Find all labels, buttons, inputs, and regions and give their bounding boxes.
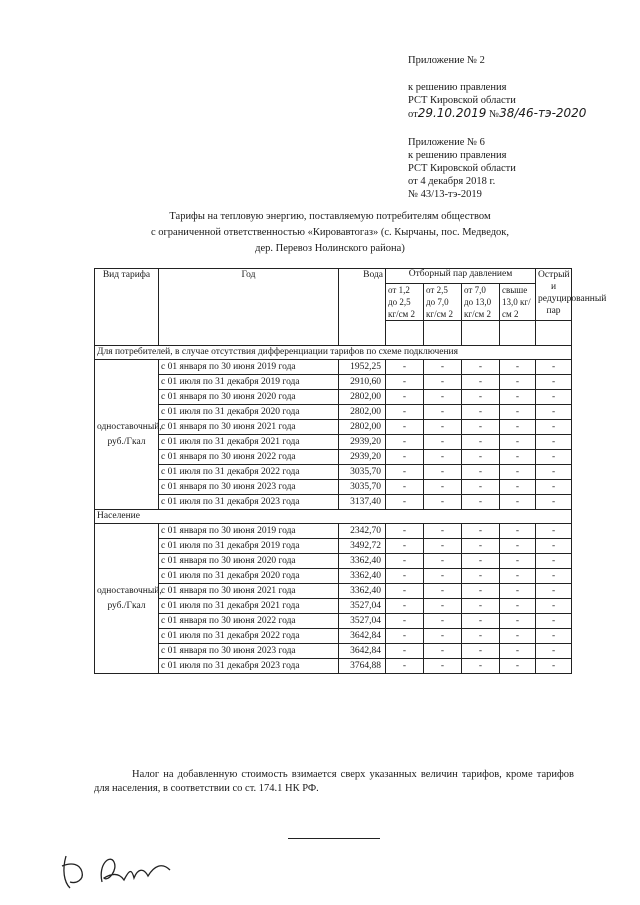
empty-cell: - — [500, 539, 536, 554]
water-price-cell: 2939,20 — [339, 435, 386, 450]
empty-cell: - — [424, 614, 462, 629]
col-header-steam-1: от 1,2 до 2,5 кг/см 2 — [386, 284, 424, 321]
empty-cell: - — [500, 569, 536, 584]
empty-cell: - — [462, 495, 500, 510]
empty-cell: - — [386, 465, 424, 480]
col-header-steam-2: от 2,5 до 7,0 кг/см 2 — [424, 284, 462, 321]
table-row — [95, 480, 572, 495]
empty-cell: - — [500, 524, 536, 539]
water-price-cell: 1952,25 — [339, 360, 386, 375]
empty-cell: - — [500, 659, 536, 674]
empty-cell: - — [386, 375, 424, 390]
section-title: Население — [95, 510, 572, 524]
empty-cell: - — [424, 420, 462, 435]
empty-cell: - — [500, 614, 536, 629]
table-row — [95, 435, 572, 450]
col-header-steam-4: свыше 13,0 кг/см 2 — [500, 284, 536, 321]
col-header-water: Вода — [339, 269, 386, 346]
col-header-year: Год — [159, 269, 339, 346]
water-price-cell: 3527,04 — [339, 614, 386, 629]
empty-cell: - — [424, 584, 462, 599]
empty-cell: - — [500, 360, 536, 375]
empty-cell: - — [462, 599, 500, 614]
water-price-cell: 2910,60 — [339, 375, 386, 390]
table-row — [95, 659, 572, 674]
period-cell: с 01 июля по 31 декабря 2019 года — [159, 539, 339, 554]
empty-cell: - — [424, 450, 462, 465]
empty-cell: - — [424, 405, 462, 420]
empty-cell: - — [386, 554, 424, 569]
empty-cell: - — [500, 554, 536, 569]
empty-cell: - — [386, 360, 424, 375]
table-row — [95, 420, 572, 435]
period-cell: с 01 июля по 31 декабря 2022 года — [159, 629, 339, 644]
empty-cell: - — [386, 539, 424, 554]
empty-cell: - — [500, 644, 536, 659]
empty-cell: - — [536, 495, 572, 510]
empty-cell: - — [500, 420, 536, 435]
appendix-2-label: Приложение № 2 — [408, 55, 485, 66]
table-row — [95, 405, 572, 420]
empty-cell: - — [536, 629, 572, 644]
empty-cell: - — [386, 420, 424, 435]
period-cell: с 01 июля по 31 декабря 2021 года — [159, 599, 339, 614]
decision-date-number: от29.10.2019 №38/46-тэ-2020 — [408, 106, 587, 120]
water-price-cell: 3362,40 — [339, 584, 386, 599]
header-block-1 — [408, 54, 586, 121]
col-header-steam: Отборный пар давлением — [386, 269, 536, 284]
empty-cell: - — [500, 375, 536, 390]
water-price-cell: 2802,00 — [339, 405, 386, 420]
empty-cell: - — [536, 405, 572, 420]
handwritten-date: 29.10.2019 — [417, 106, 487, 120]
water-price-cell: 2939,20 — [339, 450, 386, 465]
empty-cell: - — [386, 524, 424, 539]
empty-cell: - — [500, 480, 536, 495]
empty-cell: - — [424, 659, 462, 674]
empty-cell: - — [500, 584, 536, 599]
table-row — [95, 614, 572, 629]
empty-cell: - — [462, 480, 500, 495]
period-cell: с 01 января по 30 июня 2022 года — [159, 450, 339, 465]
col-header-sharp-steam: Острый и редуцированный пар — [536, 269, 572, 321]
empty-cell: - — [386, 390, 424, 405]
water-price-cell: 3035,70 — [339, 465, 386, 480]
empty-cell: - — [462, 405, 500, 420]
table-row — [95, 584, 572, 599]
empty-cell: - — [386, 659, 424, 674]
empty-cell: - — [424, 644, 462, 659]
period-cell: с 01 июля по 31 декабря 2020 года — [159, 569, 339, 584]
table-row — [95, 450, 572, 465]
empty-cell: - — [462, 420, 500, 435]
empty-cell: - — [462, 644, 500, 659]
section-header-row — [95, 346, 572, 360]
empty-cell: - — [424, 375, 462, 390]
empty-cell: - — [424, 554, 462, 569]
period-cell: с 01 января по 30 июня 2019 года — [159, 524, 339, 539]
empty-cell: - — [462, 584, 500, 599]
water-price-cell: 2342,70 — [339, 524, 386, 539]
vat-footnote: Налог на добавленную стоимость взимается сверх указанных величин тарифов, кроме тарифов для населения, в соответствии со ст. 174.1 НК РФ. — [94, 769, 574, 794]
period-cell: с 01 января по 30 июня 2020 года — [159, 390, 339, 405]
section-title: Для потребителей, в случае отсутствия дифференциации тарифов по схеме подключения — [95, 346, 572, 360]
empty-cell: - — [536, 390, 572, 405]
col-header-steam-3: от 7,0 до 13,0 кг/см 2 — [462, 284, 500, 321]
empty-cell: - — [462, 390, 500, 405]
period-cell: с 01 января по 30 июня 2023 года — [159, 644, 339, 659]
empty-cell: - — [536, 465, 572, 480]
empty-cell: - — [424, 360, 462, 375]
water-price-cell: 2802,00 — [339, 420, 386, 435]
table-row — [95, 644, 572, 659]
table-row — [95, 539, 572, 554]
section-header-row — [95, 510, 572, 524]
empty-cell: - — [536, 480, 572, 495]
appendix-6-label: Приложение № 6 — [408, 137, 485, 148]
empty-cell: - — [424, 629, 462, 644]
period-cell: с 01 января по 30 июня 2022 года — [159, 614, 339, 629]
authority-line: РСТ Кировской области — [408, 163, 516, 174]
empty-cell: - — [536, 599, 572, 614]
empty-cell: - — [386, 629, 424, 644]
empty-cell: - — [500, 465, 536, 480]
water-price-cell: 3362,40 — [339, 569, 386, 584]
empty-cell: - — [462, 569, 500, 584]
empty-cell: - — [424, 390, 462, 405]
period-cell: с 01 июля по 31 декабря 2023 года — [159, 495, 339, 510]
empty-cell: - — [386, 614, 424, 629]
empty-cell: - — [424, 569, 462, 584]
empty-cell: - — [500, 599, 536, 614]
empty-cell: - — [424, 539, 462, 554]
water-price-cell: 3137,40 — [339, 495, 386, 510]
signature-line — [288, 838, 380, 839]
period-cell: с 01 января по 30 июня 2021 года — [159, 584, 339, 599]
table-row — [95, 495, 572, 510]
water-price-cell: 3642,84 — [339, 629, 386, 644]
decision-number: № 43/13-тэ-2019 — [408, 189, 482, 200]
table-row — [95, 524, 572, 539]
empty-cell: - — [462, 360, 500, 375]
empty-cell: - — [500, 495, 536, 510]
empty-cell: - — [462, 539, 500, 554]
empty-cell: - — [536, 584, 572, 599]
empty-cell: - — [386, 584, 424, 599]
table-header — [95, 269, 607, 346]
empty-cell: - — [386, 569, 424, 584]
empty-cell: - — [386, 644, 424, 659]
empty-cell: - — [462, 435, 500, 450]
table-row — [95, 390, 572, 405]
empty-cell: - — [536, 539, 572, 554]
empty-cell: - — [462, 375, 500, 390]
period-cell: с 01 января по 30 июня 2021 года — [159, 420, 339, 435]
empty-cell: - — [536, 435, 572, 450]
empty-cell: - — [536, 420, 572, 435]
tariff-unit: одноставочный, руб./Гкал — [95, 524, 159, 674]
handwritten-number: 38/46-тэ-2020 — [499, 106, 587, 120]
empty-cell: - — [462, 614, 500, 629]
empty-cell: - — [424, 435, 462, 450]
period-cell: с 01 июля по 31 декабря 2023 года — [159, 659, 339, 674]
empty-cell: - — [462, 450, 500, 465]
empty-cell: - — [386, 480, 424, 495]
empty-cell: - — [386, 599, 424, 614]
water-price-cell: 3764,88 — [339, 659, 386, 674]
empty-cell: - — [536, 614, 572, 629]
period-cell: с 01 января по 30 июня 2023 года — [159, 480, 339, 495]
period-cell: с 01 июля по 31 декабря 2021 года — [159, 435, 339, 450]
header-block-2 — [408, 136, 516, 201]
empty-cell: - — [424, 465, 462, 480]
authority-line: РСТ Кировской области — [408, 95, 516, 106]
water-price-cell: 3527,04 — [339, 599, 386, 614]
empty-cell: - — [536, 450, 572, 465]
empty-cell: - — [536, 375, 572, 390]
empty-cell: - — [536, 569, 572, 584]
empty-cell: - — [536, 644, 572, 659]
decision-line: к решению правления — [408, 82, 507, 93]
empty-cell: - — [424, 480, 462, 495]
decision-line: к решению правления — [408, 150, 507, 161]
empty-cell: - — [462, 629, 500, 644]
water-price-cell: 3642,84 — [339, 644, 386, 659]
empty-cell: - — [500, 405, 536, 420]
tariff-unit: одноставочный, руб./Гкал — [95, 360, 159, 510]
water-price-cell: 3362,40 — [339, 554, 386, 569]
period-cell: с 01 июля по 31 декабря 2019 года — [159, 375, 339, 390]
period-cell: с 01 января по 30 июня 2019 года — [159, 360, 339, 375]
empty-cell: - — [462, 524, 500, 539]
empty-cell: - — [424, 599, 462, 614]
empty-cell: - — [424, 524, 462, 539]
empty-cell: - — [386, 405, 424, 420]
water-price-cell: 2802,00 — [339, 390, 386, 405]
table-row — [95, 599, 572, 614]
water-price-cell: 3492,72 — [339, 539, 386, 554]
empty-cell: - — [386, 495, 424, 510]
water-price-cell: 3035,70 — [339, 480, 386, 495]
handwritten-signature — [58, 848, 218, 892]
table-row — [95, 629, 572, 644]
table-row — [95, 375, 572, 390]
empty-cell: - — [386, 450, 424, 465]
table-row — [95, 554, 572, 569]
empty-cell: - — [500, 629, 536, 644]
empty-cell: - — [500, 390, 536, 405]
empty-cell: - — [500, 450, 536, 465]
empty-cell: - — [386, 435, 424, 450]
tariff-table — [94, 268, 607, 674]
empty-cell: - — [500, 435, 536, 450]
empty-cell: - — [462, 554, 500, 569]
empty-cell: - — [462, 465, 500, 480]
table-row — [95, 569, 572, 584]
table-row — [95, 360, 572, 375]
table-body — [95, 346, 572, 674]
empty-cell: - — [536, 524, 572, 539]
empty-cell: - — [462, 659, 500, 674]
empty-cell: - — [536, 659, 572, 674]
period-cell: с 01 января по 30 июня 2020 года — [159, 554, 339, 569]
empty-cell: - — [536, 360, 572, 375]
empty-cell: - — [424, 495, 462, 510]
empty-cell: - — [536, 554, 572, 569]
table-row — [95, 465, 572, 480]
period-cell: с 01 июля по 31 декабря 2022 года — [159, 465, 339, 480]
decision-date: от 4 декабря 2018 г. — [408, 176, 496, 187]
period-cell: с 01 июля по 31 декабря 2020 года — [159, 405, 339, 420]
document-title: Тарифы на тепловую энергию, поставляемую потребителям обществом с ограниченной ответственностью «Кировавтогаз» (с. Кырчаны, пос. Медведок, дер. Перевоз Нолинского района) — [150, 211, 510, 254]
col-header-type: Вид тарифа — [95, 269, 159, 346]
